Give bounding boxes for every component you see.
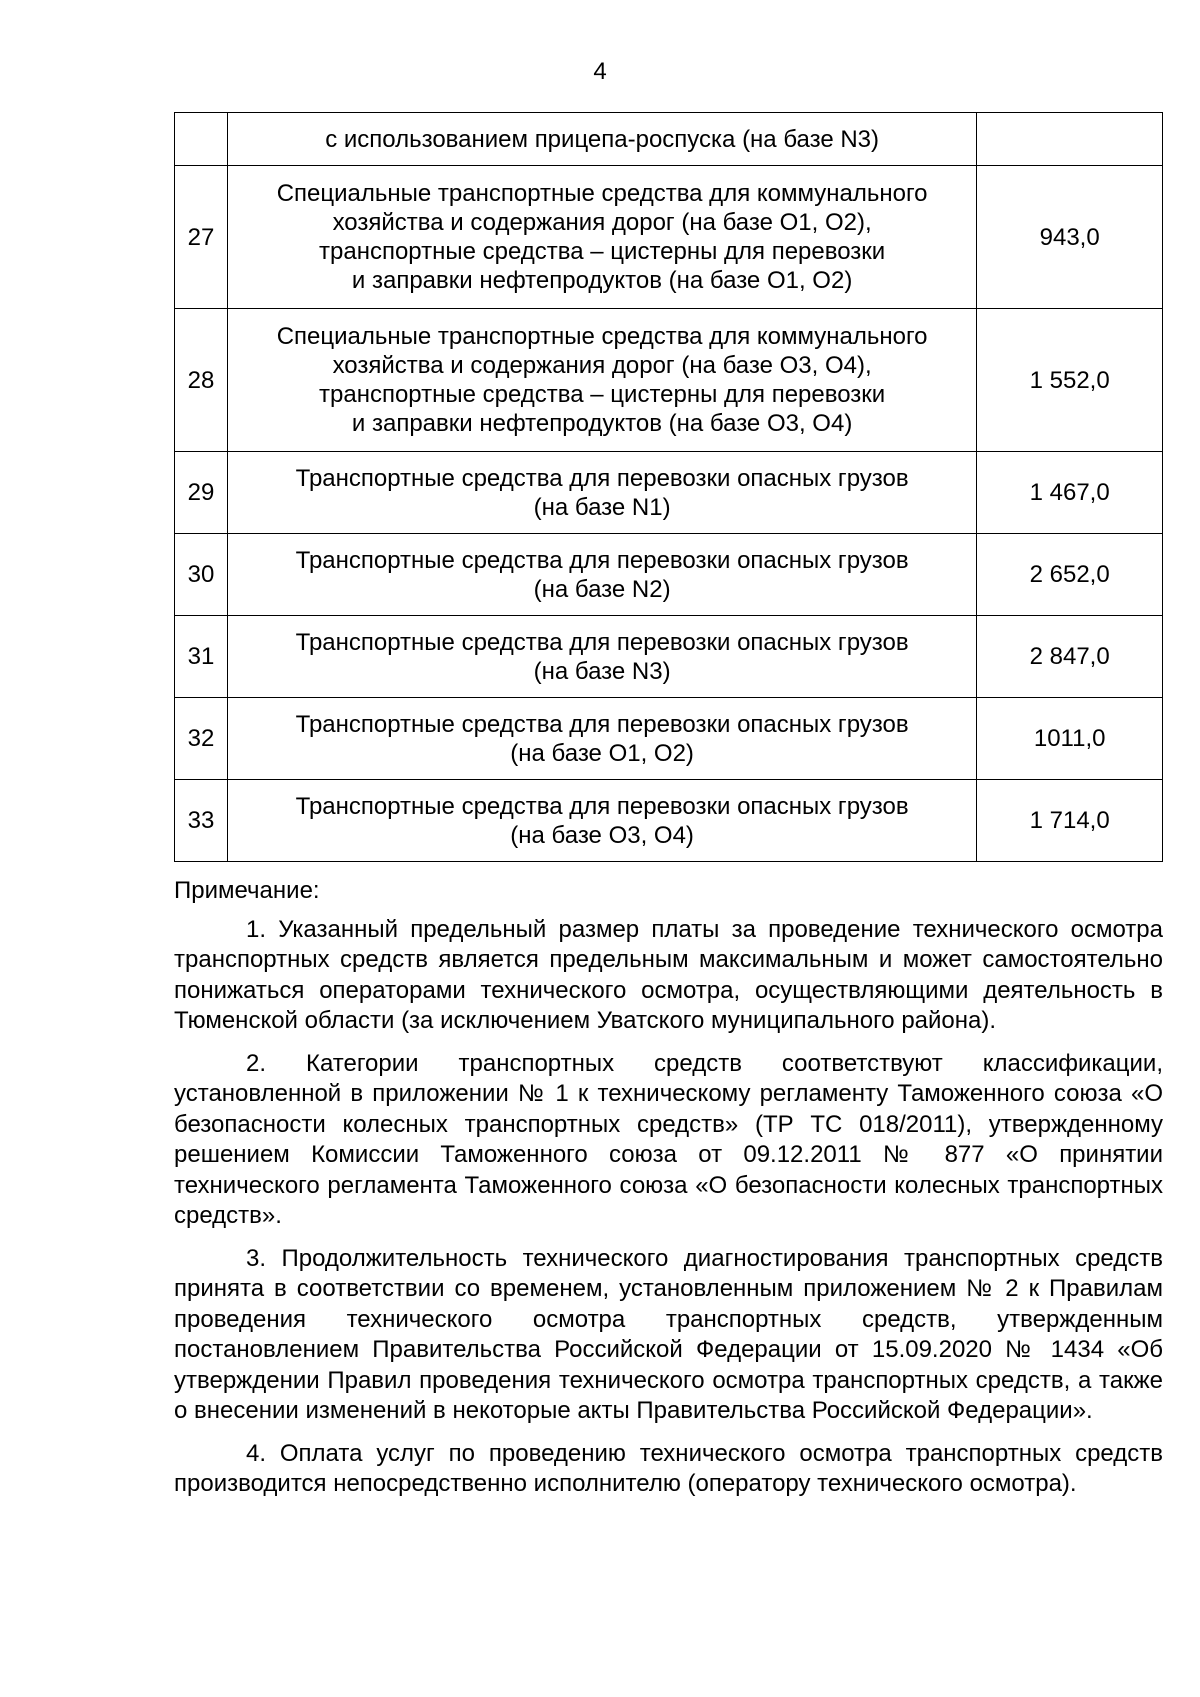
- description-line: (на базе N1): [533, 493, 671, 521]
- row-fee-cell: 1011,0: [977, 698, 1163, 780]
- row-description-cell: [227, 166, 976, 309]
- description-line: Транспортные средства для перевозки опасных грузов: [295, 792, 909, 820]
- row-fee-cell: [977, 113, 1163, 166]
- row-number-cell: 32: [175, 698, 228, 780]
- row-description-cell: [227, 534, 976, 616]
- row-number-cell: 29: [175, 452, 228, 534]
- description-line: транспортные средства – цистерны для перевозки: [319, 381, 886, 408]
- table-row: [175, 309, 1163, 452]
- row-fee-cell: 2 847,0: [977, 616, 1163, 698]
- table-row: [175, 452, 1163, 534]
- description-line: (на базе O1, O2): [510, 739, 694, 767]
- table-row: [175, 166, 1163, 309]
- row-description-cell: [227, 309, 976, 452]
- fee-table-body: [175, 113, 1163, 862]
- note-paragraph-4: 4. Оплата услуг по проведению технического осмотра транспортных средств производится непосредственно исполнителю (оператору технического осмотра).: [174, 1439, 1163, 1497]
- table-row: [175, 113, 1163, 166]
- row-number-cell: 27: [175, 166, 228, 309]
- description-line: Транспортные средства для перевозки опасных грузов: [295, 464, 909, 492]
- description-line: и заправки нефтепродуктов (на базе O3, O4): [351, 410, 853, 437]
- description-line: хозяйства и содержания дорог (на базе O3, O4),: [332, 352, 872, 379]
- description-line: (на базе N2): [533, 575, 671, 603]
- description-line: Транспортные средства для перевозки опасных грузов: [295, 628, 909, 656]
- table-row: [175, 780, 1163, 862]
- row-number-cell: 30: [175, 534, 228, 616]
- description-line: Специальные транспортные средства для коммунального: [276, 323, 928, 350]
- description-line: с использованием прицепа-роспуска (на базе N3): [325, 125, 880, 153]
- row-number-cell: 33: [175, 780, 228, 862]
- row-description-cell: [227, 452, 976, 534]
- row-number-cell: [175, 113, 228, 166]
- description-line: (на базе N3): [533, 657, 671, 685]
- table-row: [175, 698, 1163, 780]
- description-line: и заправки нефтепродуктов (на базе O1, O2): [351, 267, 853, 294]
- description-line: (на базе O3, O4): [510, 821, 694, 849]
- description-line: Транспортные средства для перевозки опасных грузов: [295, 546, 909, 574]
- description-line: транспортные средства – цистерны для перевозки: [319, 238, 886, 265]
- row-description-cell: [227, 113, 976, 166]
- row-number-cell: 28: [175, 309, 228, 452]
- notes-heading: Примечание:: [174, 877, 320, 904]
- row-number-cell: 31: [175, 616, 228, 698]
- table-row: [175, 616, 1163, 698]
- row-fee-cell: 2 652,0: [977, 534, 1163, 616]
- description-line: Транспортные средства для перевозки опасных грузов: [295, 710, 909, 738]
- row-description-cell: [227, 616, 976, 698]
- row-description-cell: [227, 780, 976, 862]
- note-paragraph-3: 3. Продолжительность технического диагностирования транспортных средств принята в соответствии со временем, установленным приложением № 2 к Правилам проведения технического осмотра транспортных средств, утвержденным постановлением Правительства Российской Федерации от 15.09.2020 № 1434 «Об утверждении Правил проведения технического осмотра транспортных средств, а также о внесении изменений в некоторые акты Правительства Российской Федерации».: [174, 1244, 1163, 1424]
- note-paragraph-1: 1. Указанный предельный размер платы за проведение технического осмотра транспортных средств является предельным максимальным и может самостоятельно понижаться операторами технического осмотра, осуществляющими деятельность в Тюменской области (за исключением Уватского муниципального района).: [174, 915, 1163, 1034]
- table-row: [175, 534, 1163, 616]
- row-fee-cell: 1 467,0: [977, 452, 1163, 534]
- row-description-cell: [227, 698, 976, 780]
- row-fee-cell: 943,0: [977, 166, 1163, 309]
- notes-section: [174, 876, 1163, 1512]
- fee-table: [174, 112, 1163, 862]
- description-line: хозяйства и содержания дорог (на базе O1, O2),: [332, 209, 872, 236]
- description-line: Специальные транспортные средства для коммунального: [276, 180, 928, 207]
- row-fee-cell: 1 714,0: [977, 780, 1163, 862]
- note-paragraph-2: 2. Категории транспортных средств соответствуют классификации, установленной в приложении № 1 к техническому регламенту Таможенного союза «О безопасности колесных транспортных средств» (ТР ТС 018/2011), утвержденному решением Комиссии Таможенного союза от 09.12.2011 № 877 «О принятии технического регламента Таможенного союза «О безопасности колесных транспортных средств».: [174, 1049, 1163, 1229]
- row-fee-cell: 1 552,0: [977, 309, 1163, 452]
- page-number: 4: [593, 58, 607, 85]
